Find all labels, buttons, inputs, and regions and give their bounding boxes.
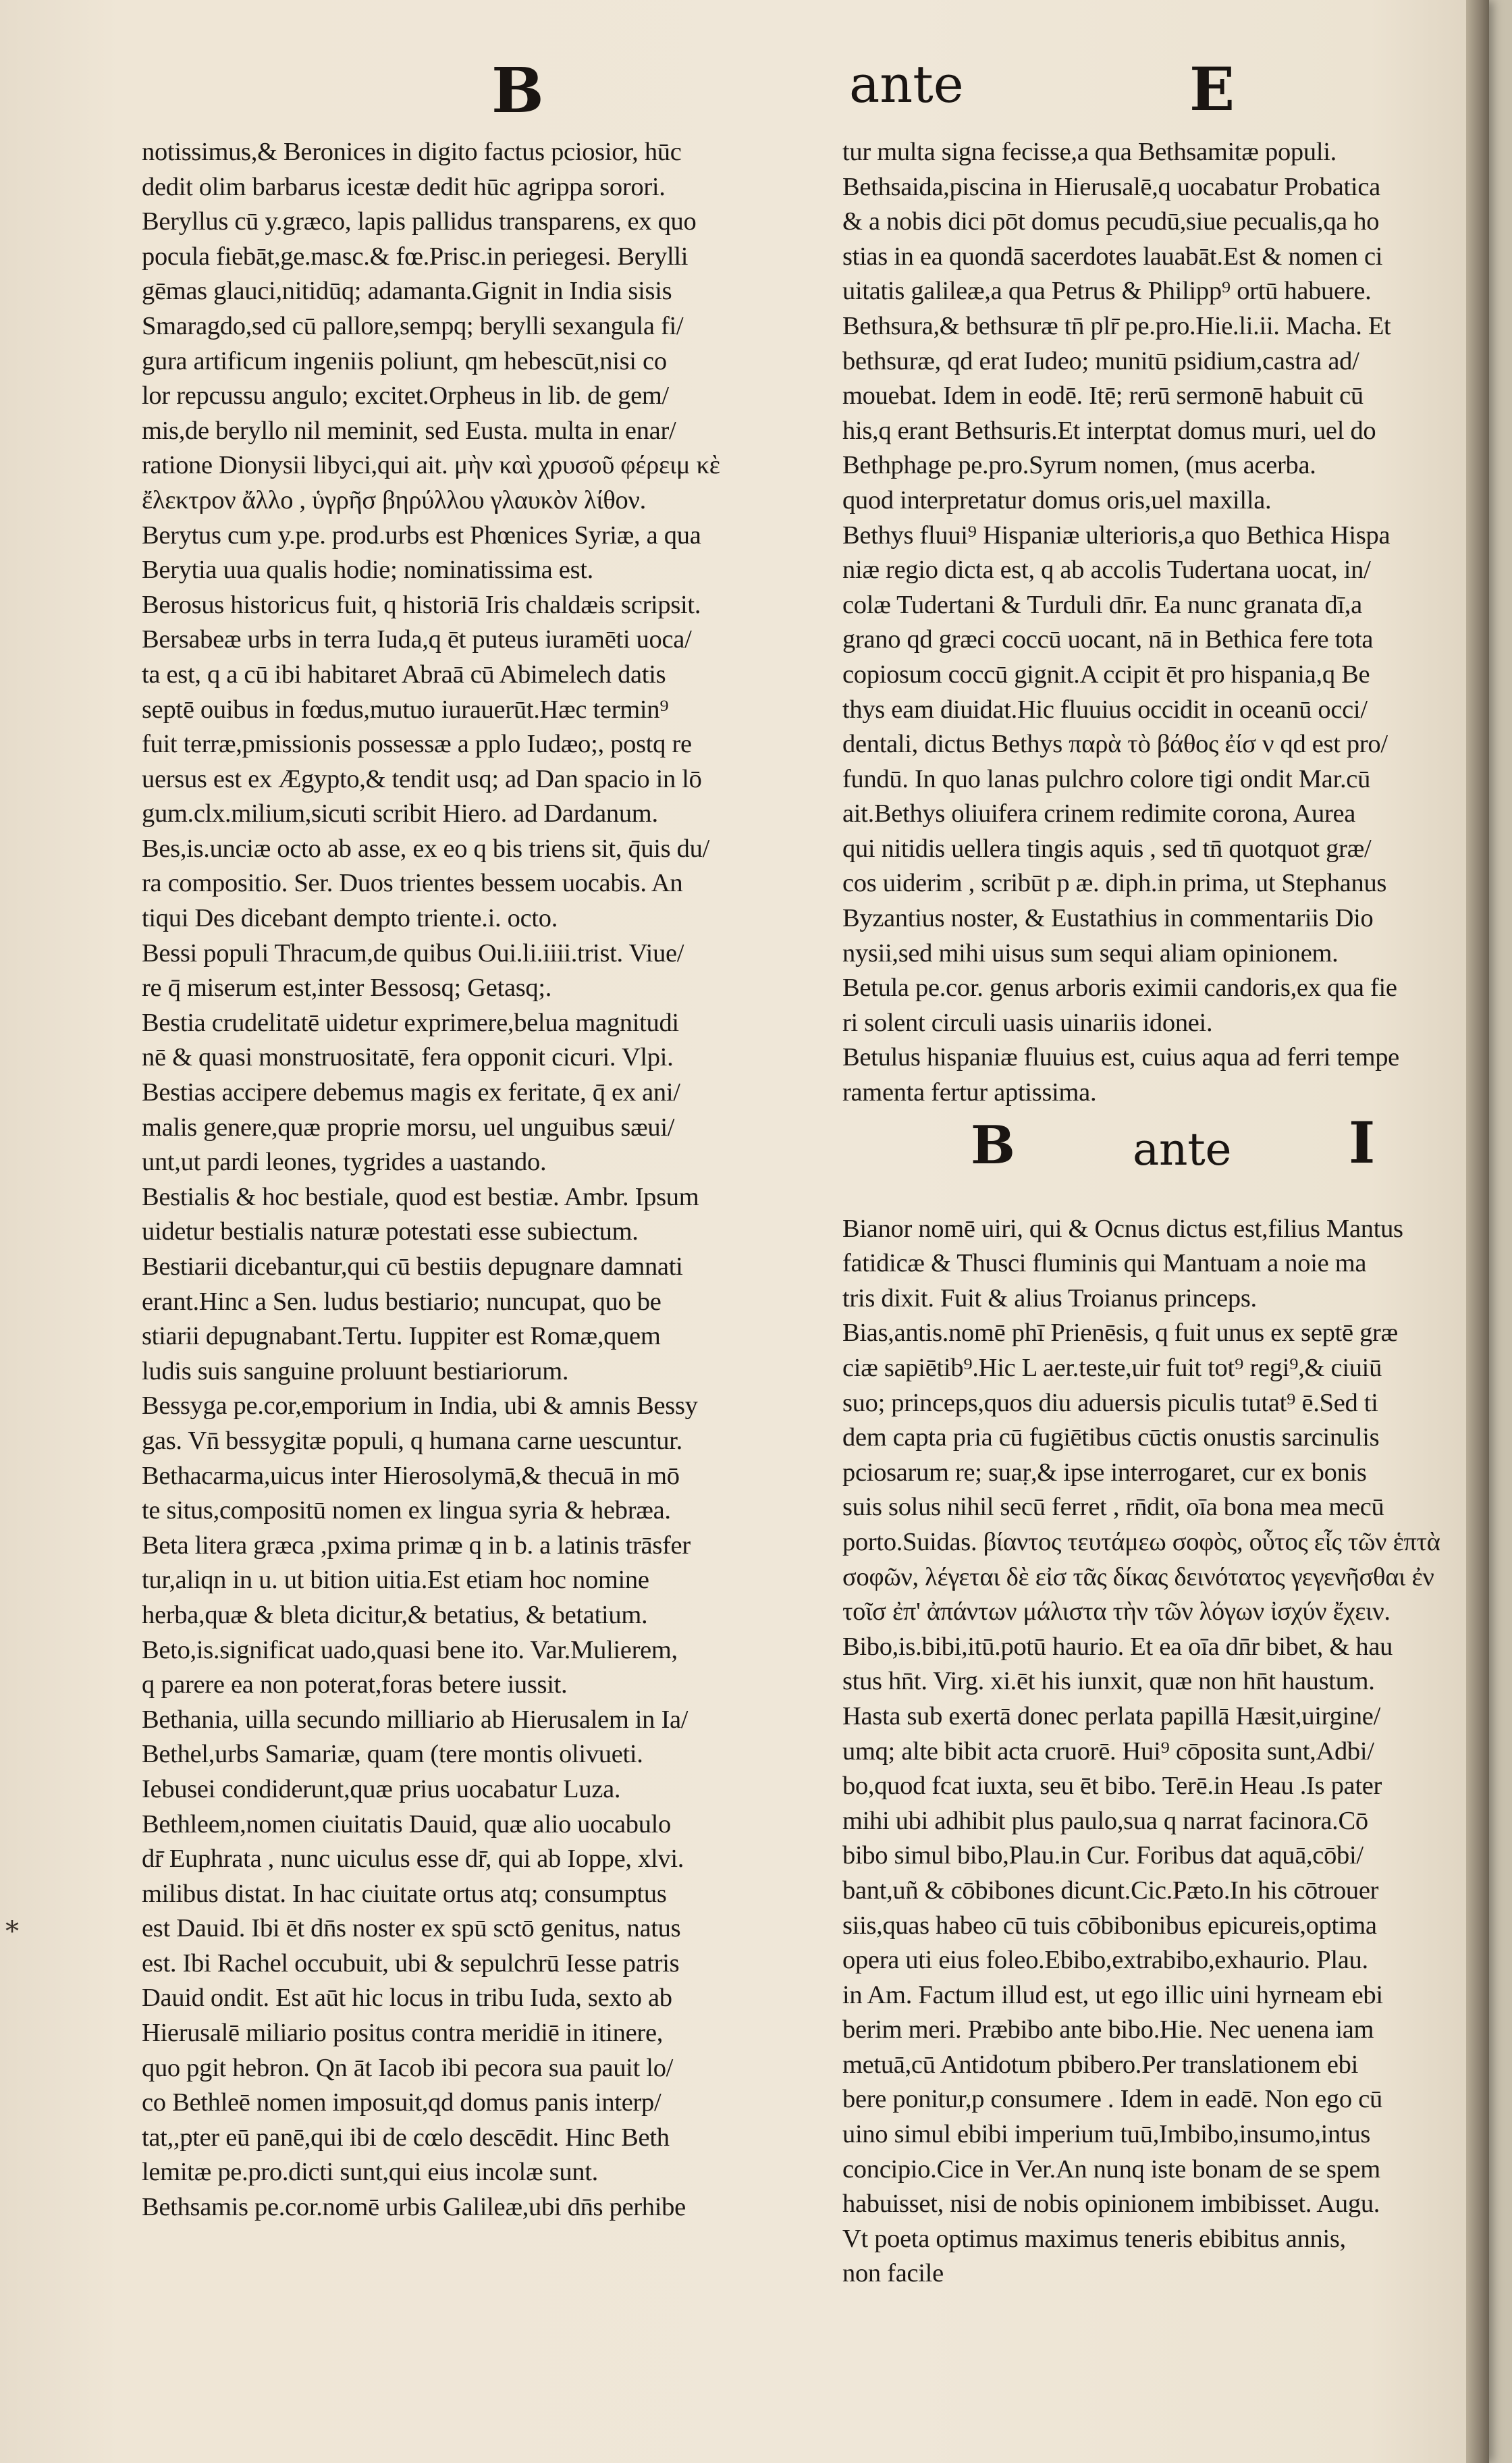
text-line: quod interpretatur domus oris,uel maxilla. [842,485,1272,514]
header-letter-right: E [1189,54,1235,124]
text-line: fundū. In quo lanas pulchro colore tigi ondit Mar.cū [842,764,1371,793]
section-heading [842,1111,1478,1212]
text-line: uidetur bestialis naturæ potestati esse subiectum. [142,1217,639,1246]
text-line: gēmas glauci,nitidūq; adamanta.Gignit in India sisis [142,277,672,306]
text-line: tiqui Des dicebant dempto triente.i. octo. [142,904,558,933]
text-line: Bethleem,nomen ciuitatis Dauid, quæ alio uocabulo [142,1809,672,1838]
text-line: ἔλεκτρον ἄλλο , ὑγρῆσ βηρύλλου γλαυκὸν λίθον. [142,485,646,514]
text-line: nē & quasi monstruositatē, fera opponit cicuri. Vlpi. [142,1043,674,1072]
text-line: Berosus historicus fuit, q historiā Iris chaldæis scripsit. [142,590,701,619]
text-line: ri solent circuli uasis uinariis idonei. [842,1008,1213,1037]
text-line: septē ouibus in fœdus,mutuo iurauerūt.Hæc termin⁹ [142,695,669,724]
text-line: ludis suis sanguine proluunt bestiariorum. [142,1356,569,1385]
text-line: Berytus cum y.pe. prod.urbs est Phœnices Syriæ, a qua [142,521,701,550]
text-line: bo,quod fcat iuxta, seu ēt bibo. Terē.in Heau .Is pater [842,1772,1382,1801]
text-line: fuit terræ,pmissionis possessæ a pplo Iudæo;, postq re [142,730,692,759]
text-line: lor repcussu angulo; excitet.Orpheus in lib. de gem/ [142,381,669,410]
text-line: Vt poeta optimus maximus teneris ebibitus annis, [842,2224,1346,2253]
text-line: stias in ea quondā sacerdotes lauabāt.Est & nomen ci [842,242,1383,271]
text-line: notissimus,& Beronices in digito factus pciosior, hūc [142,138,682,166]
section-ante: ante [1133,1123,1232,1175]
text-line: Bethsamis pe.cor.nomē urbis Galileæ,ubi dn̄s perhibe [142,2193,686,2222]
text-line: Bestiarii dicebantur,qui cū bestiis depugnare damnati [142,1252,683,1281]
text-line: uitatis galileæ,a qua Petrus & Philipp⁹ ortū habuere. [842,277,1372,306]
text-line: σοφῶν, λέγεται δὲ εἰσ τᾶς δίκας δεινότατος γεγενῆσθαι ἐν [842,1562,1434,1591]
text-line: porto.Suidas. βίαντος τευτάμεω σοφὸς, οὗτος εἷς τῶν ἑπτὰ [842,1527,1440,1556]
text-line: est. Ibi Rachel occubuit, ubi & sepulchrū Iesse patris [142,1949,680,1978]
text-line: Bethania, uilla secundo milliario ab Hierusalem in Ia/ [142,1705,688,1734]
text-line: ta est, q a cū ibi habitaret Abraā cū Abimelech datis [142,660,666,689]
text-line: Betulus hispaniæ fluuius est, cuius aqua ad ferri tempe [842,1043,1399,1072]
text-line: Betula pe.cor. genus arboris eximii candoris,ex qua fie [842,974,1397,1003]
text-line: Bianor nomē uiri, qui & Ocnus dictus est,filius Mantus [842,1214,1403,1243]
text-line: fatidicæ & Thusci fluminis qui Mantuam a noie ma [842,1249,1367,1278]
text-line: non facile [842,2259,944,2288]
text-line: cos uiderim , scribūt p æ. diph.in prima, ut Stephanus [842,869,1387,898]
text-line: in Am. Factum illud est, ut ego illic uini hyrneam ebi [842,1980,1383,2009]
text-line: metuā,cū Antidotum pbibero.Per translationem ebi [842,2050,1358,2079]
text-line: Hasta sub exertā donec perlata papillā Hæsit,uirgine/ [842,1701,1380,1730]
text-line: qui nitidis uellera tingis aquis , sed tn̄ quotquot græ/ [842,834,1372,863]
text-line: uersus est ex Ægypto,& tendit usq; ad Dan spacio in lō [142,764,702,793]
text-line: umq; alte bibit acta cruorē. Hui⁹ cōposita sunt,Adbi/ [842,1737,1374,1766]
text-line: herba,quæ & bleta dicitur,& betatius, & betatium. [142,1600,648,1629]
text-line: tat,,pter eū panē,qui ibi de cœlo descēdit. Hinc Beth [142,2123,670,2152]
text-line: thys eam diuidat.Hic fluuius occidit in oceanū occi/ [842,695,1368,724]
text-line: dentali, dictus Bethys παρὰ τὸ βάθος ἐίσ ν qd est pro/ [842,730,1388,759]
text-line: ra compositio. Ser. Duos trientes bessem uocabis. An [142,869,683,898]
text-line: Bethys fluui⁹ Hispaniæ ulterioris,a quo Bethica Hispa [842,521,1390,550]
text-line: opera uti eius foleo.Ebibo,extrabibo,exhaurio. Plau. [842,1946,1368,1975]
text-line: q parere ea non poterat,foras betere iussit. [142,1670,568,1699]
text-line: nysii,sed mihi uisus sum sequi aliam opinionem. [842,938,1339,968]
text-line: ratione Dionysii libyci,qui ait. μὴν καὶ χρυσοῦ φέρειμ κὲ [142,451,720,480]
text-line: Bibo,is.bibi,itū.potū haurio. Et ea oīa dn̄r bibet, & hau [842,1632,1393,1661]
text-line: bethsuræ, qd erat Iudeo; munitū psidium,castra ad/ [842,346,1359,375]
text-line: τοῖσ ἐπ' ἀπάντων μάλιστα τὴν τῶν λόγων ἰσχύν ἔχειν. [842,1597,1390,1626]
text-line: siis,quas habeo cū tuis cōbibonibus epicureis,optima [842,1911,1377,1940]
text-line: erant.Hinc a Sen. ludus bestiario; nuncupat, quo be [142,1287,662,1316]
text-line: Bessi populi Thracum,de quibus Oui.li.iiii.trist. Viue/ [142,938,684,968]
text-line: Bestias accipere debemus magis ex feritate, q̄ ex ani/ [142,1078,680,1107]
text-line: ait.Bethys oliuifera crinem redimite corona, Aurea [842,799,1356,828]
text-line: stus hn̄t. Virg. xi.ēt his iunxit, quæ non hn̄t haustum. [842,1667,1375,1696]
section-letter-right: I [1349,1109,1375,1176]
text-line: pciosarum re; suaṛ,& ipse interrogaret, cur ex bonis [842,1458,1367,1487]
text-line: bere ponitur,p consumere . Idem in eadē. Non ego cū [842,2085,1382,2114]
text-line: habuisset, nisi de nobis opinionem imbibisset. Augu. [842,2190,1380,2219]
text-line: Hierusalē miliario positus contra meridiē in itinere, [142,2019,664,2048]
left-column [142,135,814,2225]
text-line: Bethsaida,piscina in Hierusalē,q uocabatur Probatica [842,172,1380,201]
text-line: Beryllus cū y.græco, lapis pallidus transparens, ex quo [142,207,697,236]
text-line: tur multa signa fecisse,a qua Bethsamitæ populi. [842,138,1336,166]
text-line: Bestialis & hoc bestiale, quod est bestiæ. Ambr. Ipsum [142,1182,699,1211]
text-line: ciæ sapiētib⁹.Hic L aer.teste,uir fuit tot⁹ regi⁹,& ciuiū [842,1354,1382,1382]
text-line: re q̄ miserum est,inter Bessosq; Getasq;. [142,974,552,1003]
text-line: pocula fiebāt,ge.masc.& fœ.Prisc.in periegesi. Berylli [142,242,688,271]
text-line: Bethacarma,uicus inter Hierosolymā,& thecuā in mō [142,1461,680,1490]
text-line: Bethel,urbs Samariæ, quam (tere montis olivueti. [142,1740,643,1769]
text-line: colæ Tudertani & Turduli dn̄r. Ea nunc granata dī,a [842,590,1362,619]
text-line: co Bethleē nomen imposuit,qd domus panis interp/ [142,2088,662,2117]
text-line: Bestia crudelitatē uidetur exprimere,belua magnitudi [142,1008,679,1037]
text-line: berim meri. Præbibo ante bibo.Hie. Nec uenena iam [842,2015,1374,2044]
margin-mark: * [5,1916,19,1947]
text-line: grano qd græci coccū uocant, nā in Bethica fere tota [842,625,1374,654]
text-line: suo; princeps,quos diu aduersis piculis tutat⁹ ē.Sed ti [842,1388,1378,1417]
text-line: uino simul ebibi imperium tuū,Imbibo,insumo,intus [842,2120,1371,2149]
text-line: te situs,compositū nomen ex lingua syria & hebræa. [142,1496,671,1525]
text-line: mouebat. Idem in eodē. Itē; rerū sermonē habuit cū [842,381,1364,410]
text-line: Smaragdo,sed cū pallore,sempq; berylli sexangula fi/ [142,311,684,340]
text-line: unt,ut pardi leones, tygrides a uastando. [142,1148,547,1177]
text-line: ramenta fertur aptissima. [842,1078,1097,1107]
text-line: Berytia uua qualis hodie; nominatissima est. [142,556,593,585]
text-line: lemitæ pe.pro.dicti sunt,qui eius incolæ sunt. [142,2158,598,2187]
text-line: Bessyga pe.cor,emporium in India, ubi & amnis Bessy [142,1392,698,1421]
text-line: niæ regio dicta est, q ab accolis Tudertana uocat, in/ [842,556,1371,585]
text-line: tris dixit. Fuit & alius Troianus princeps. [842,1283,1257,1313]
text-line: mihi ubi adhibit plus paulo,sua q narrat facinora.Cō [842,1806,1368,1835]
text-line: quo pgit hebron. Qn āt Iacob ibi pecora sua pauit lo/ [142,2053,674,2082]
text-line: tur,aliqn in u. ut bition uitia.Est etiam hoc nomine [142,1566,649,1595]
text-line: suis solus nihil secū ferret , rn̄dit, oīa bona mea mecū [842,1493,1384,1522]
text-line: dem capta pria cū fugiētibus cūctis onustis sarcinulis [842,1423,1380,1452]
text-line: stiarii depugnabant.Tertu. Iuppiter est Romæ,quem [142,1322,661,1351]
text-line: Beta litera græca ,pxima primæ q in b. a latinis trāsfer [142,1531,691,1560]
text-line: gas. Vn̄ bessygitæ populi, q humana carne uescuntur. [142,1426,682,1455]
text-line: bibo simul bibo,Plau.in Cur. Foribus dat aquā,cōbi/ [842,1841,1364,1870]
text-line: copiosum coccū gignit.A ccipit ēt pro hispania,q Be [842,660,1370,689]
text-line: Iebusei condiderunt,quæ prius uocabatur Luza. [142,1774,621,1803]
right-column [842,135,1478,2292]
text-line: dedit olim barbarus icestæ dedit hūc agrippa sorori. [142,172,666,201]
text-line: bant,uñ & cōbibones dicunt.Cic.Pæto.In his cōtrouer [842,1876,1379,1905]
text-line: Bes,is.unciæ octo ab asse, ex eo q bis triens sit, q̄uis du/ [142,834,709,863]
text-line: concipio.Cice in Ver.An nunq iste bonam de se spem [842,2154,1380,2183]
text-line: dr̄ Euphrata , nunc uiculus esse dr̄, qui ab Ioppe, xlvi. [142,1845,684,1874]
text-line: malis genere,quæ proprie morsu, uel unguibus sæui/ [142,1113,675,1142]
text-line: Dauid ondit. Est aūt hic locus in tribu Iuda, sexto ab [142,1984,672,2013]
text-line: mis,de beryllo nil meminit, sed Eusta. multa in enar/ [142,416,676,445]
text-line: gum.clx.milium,sicuti scribit Hiero. ad Dardanum. [142,799,658,828]
text-line: his,q erant Bethsuris.Et interptat domus muri, uel do [842,416,1376,445]
header-ante: ante [849,54,964,114]
section-letter-left: B [971,1114,1015,1176]
text-line: Bias,antis.nomē phī Prienēsis, q fuit unus ex septē græ [842,1319,1398,1348]
text-line: milibus distat. In hac ciuitate ortus atq; consumptus [142,1879,667,1908]
text-line: Bethphage pe.pro.Syrum nomen, (mus acerba. [842,451,1316,480]
text-line: Byzantius noster, & Eustathius in commentariis Dio [842,904,1374,933]
right-column-top [842,135,1478,1111]
text-line: Bersabeæ urbs in terra Iuda,q ēt puteus iuramēti uoca/ [142,625,692,654]
header-letter-left: B [491,54,544,127]
right-column-bottom [842,1212,1478,2292]
text-line: & a nobis dici pōt domus pecudū,siue pecualis,qa ho [842,207,1380,236]
text-line: Beto,is.significat uado,quasi bene ito. Var.Mulierem, [142,1635,678,1664]
text-line: Bethsura,& bethsuræ tn̄ plr̄ pe.pro.Hie.li.ii. Macha. Et [842,311,1391,340]
text-line: gura artificum ingeniis poliunt, qm hebescūt,nisi co [142,346,667,375]
text-line: est Dauid. Ibi ēt dn̄s noster ex spū sctō genitus, natus [142,1914,681,1943]
